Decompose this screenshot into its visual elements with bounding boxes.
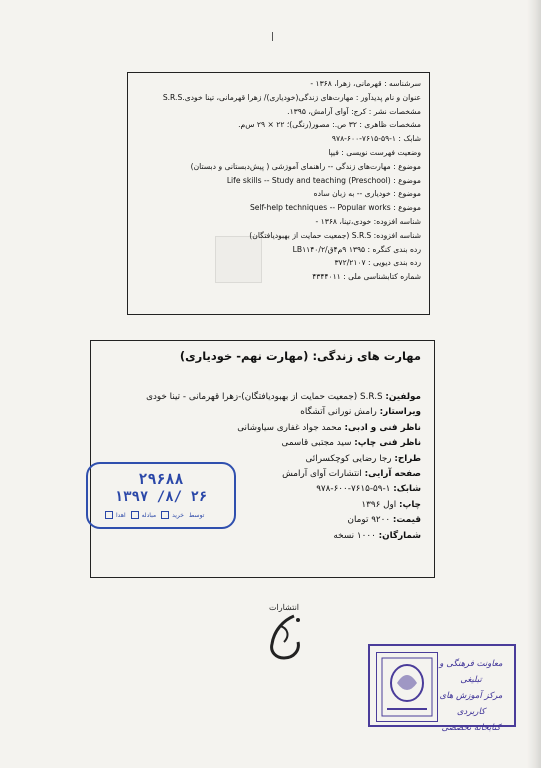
- info-label: طراح:: [394, 453, 421, 464]
- checkbox-icon: [161, 511, 169, 519]
- info-editor: [146, 405, 421, 420]
- office-stamp-text: [434, 656, 508, 736]
- info-print-supervisor: [146, 436, 421, 451]
- info-value: رجا رضایی کوچکسرائی: [305, 453, 395, 464]
- info-value: ۹۲۰۰ تومان: [347, 515, 393, 526]
- catalog-subject-4: موضوع : Self-help techniques -- Popular works: [249, 203, 421, 213]
- info-label: ناظر فنی چاپ:: [354, 438, 421, 449]
- checkbox-icon: [131, 511, 139, 519]
- catalog-national-number: شماره کتابشناسی ملی : ۴۳۴۴۰۱۱: [312, 272, 421, 282]
- acquisition-options: [102, 511, 204, 519]
- info-value: محمد جواد غفاری سیاوشانی: [237, 422, 345, 433]
- catalog-author: سرشناسه : قهرمانی، زهرا، ۱۳۶۸ -: [310, 79, 421, 88]
- option-donation: اهدا: [116, 511, 126, 519]
- catalog-subject-1: موضوع : مهارت‌های زندگی -- راهنمای آموزشی ( پیش‌دبستانی و دبستان): [190, 161, 421, 171]
- calligraphy-stroke: [280, 626, 287, 642]
- info-value: رامش نورانی آتشگاه: [300, 407, 380, 418]
- info-value: اول ۱۳۹۶: [361, 499, 399, 510]
- checkbox-icon: [105, 511, 113, 519]
- catalog-added-entry-2: شناسه افزوده: S.R.S (جمعیت حمایت از بهبودیافتگان): [249, 230, 421, 240]
- info-value: سید مجتبی قاسمی: [281, 438, 355, 449]
- catalog-subject-2: موضوع : Life skills -- Study and teaching (Preschool): [226, 175, 421, 185]
- publisher-logo: [254, 600, 314, 662]
- catalog-title: عنوان و نام پدیدآور : مهارت‌های زندگی(خودیاری)/ زهرا قهرمانی، تینا خودی.S.R.S: [162, 92, 421, 102]
- catalog-physical: مشخصات ظاهری : ۳۲ ص.: مصور(رنگی)؛ ۲۲ × ۲۹ س‌م.: [238, 120, 421, 130]
- info-label: مولفین:: [385, 392, 421, 402]
- option-by: توسط: [188, 511, 205, 519]
- info-print-run: [146, 529, 421, 544]
- info-label: قیمت:: [392, 515, 421, 526]
- info-label: شابک:: [393, 484, 421, 495]
- accession-number: ۲۹۶۸۸: [138, 470, 184, 488]
- accession-date: ۱۳۹۷ /۸/ ۲۶: [114, 489, 208, 505]
- info-label: صفحه آرایی:: [364, 469, 421, 480]
- emblem-icon: [376, 652, 438, 722]
- catalog-dewey-class: رده بندی دیویی : ۳۷۲/۲۱۰۷: [334, 258, 421, 268]
- info-value: ۱-۵۹-۷۶۱۵-۶۰۰-۹۷۸: [316, 484, 394, 495]
- info-label: ویراستار:: [379, 407, 421, 418]
- page-fold-shadow: [527, 0, 541, 768]
- option-exchange: مبادله: [141, 511, 157, 519]
- office-stamp-line-2: مرکز آموزش های کاربردی: [439, 691, 503, 717]
- catalog-subject-3: موضوع : خودیاری -- به زبان ساده: [313, 189, 421, 199]
- catalog-lc-class: رده بندی کنگره : ۱۳۹۵ ۹م۴ق/۲/LB۱۱۴۰: [292, 244, 421, 254]
- info-value: S.R.S (جمعیت حمایت از بهبودیافتگان)-زهرا قهرمانی - تینا خودی: [146, 392, 386, 402]
- publisher-calligraphy-icon: [272, 616, 299, 658]
- option-purchase: خرید: [172, 511, 184, 519]
- office-stamp-line-3: کتابخانه تخصصی: [441, 723, 501, 733]
- book-info-box: [90, 340, 435, 578]
- cataloguing-box: [127, 72, 430, 315]
- publisher-label: انتشارات: [268, 603, 300, 612]
- info-value: انتشارات آوای آرامش: [282, 469, 365, 480]
- info-label: شمارگان:: [378, 530, 421, 541]
- library-accession-stamp: [86, 462, 236, 529]
- emblem-inner: [397, 675, 417, 690]
- faint-watermark: [215, 236, 262, 283]
- info-label: چاپ:: [398, 499, 421, 510]
- info-authors: [146, 390, 421, 405]
- page-tick-mark: [272, 32, 273, 41]
- calligraphy-dot: [296, 618, 300, 622]
- info-label: ناظر فنی و ادبی:: [344, 422, 421, 433]
- info-technical-literary-supervisor: [146, 421, 421, 436]
- office-stamp: [368, 644, 516, 733]
- book-title: مهارت های زندگی: (مهارت نهم- خودیاری): [179, 349, 421, 363]
- catalog-isbn: شابک : ۱-۵۹-۷۶۱۵-۶۰۰-۹۷۸: [331, 134, 421, 144]
- catalog-status: وضعیت فهرست نویسی : فیپا: [328, 147, 421, 157]
- catalog-added-entry-1: شناسه افزوده: خودی،تینا، ۱۳۶۸ -: [315, 216, 421, 226]
- office-stamp-line-1: معاونت فرهنگی و تبلیغی: [439, 659, 503, 685]
- info-value: ۱۰۰۰ نسخه: [333, 530, 379, 541]
- catalog-publication: مشخصات نشر : کرج: آوای آرامش، ۱۳۹۵.: [287, 106, 421, 116]
